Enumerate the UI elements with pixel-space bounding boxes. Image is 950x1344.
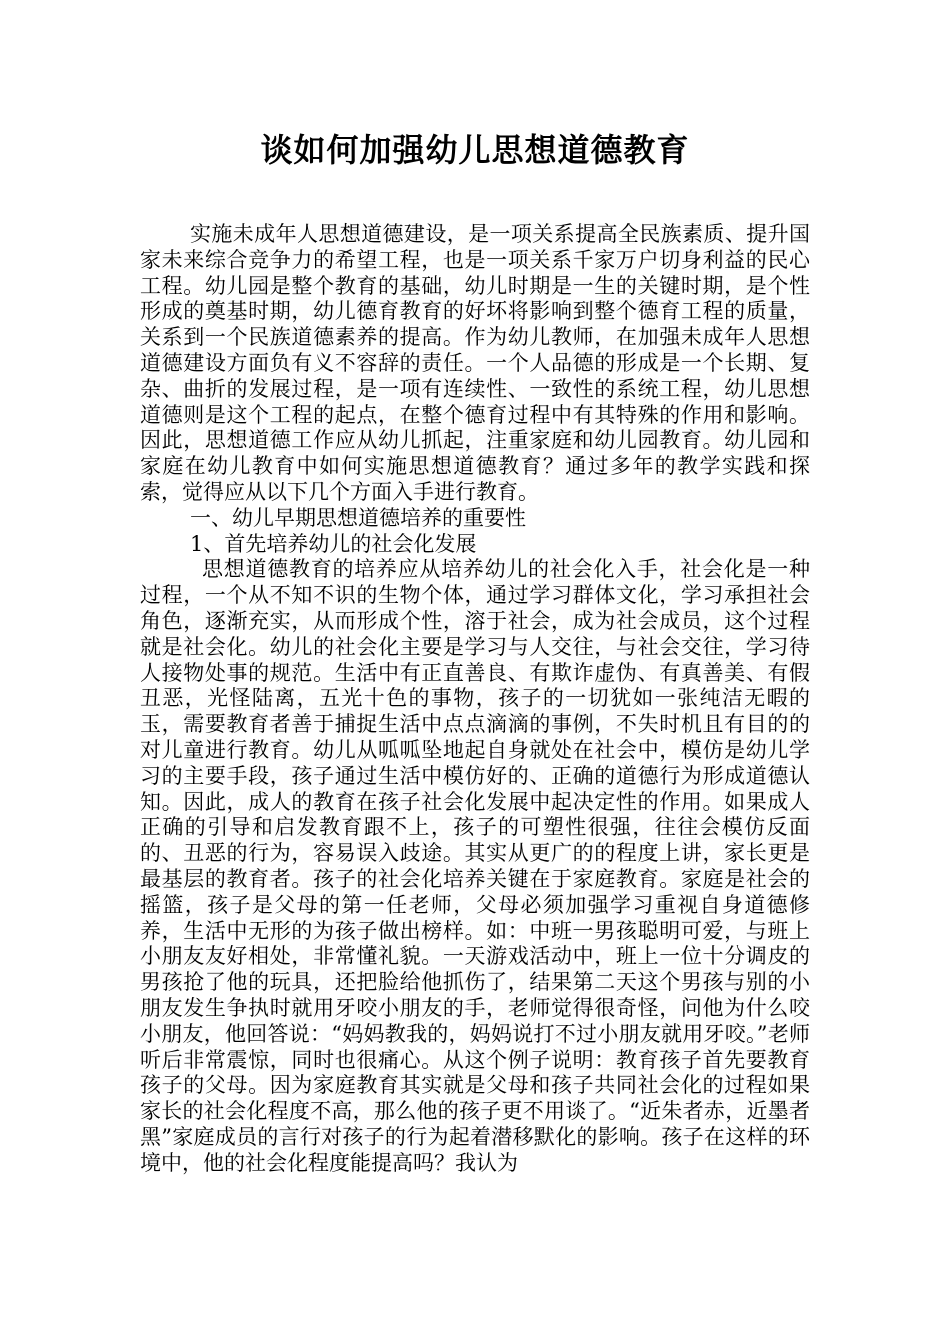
- paragraph-intro: 实施未成年人思想道德建设，是一项关系提高全民族素质、提升国家未来综合竞争力的希望工程，也是一项关系千家万户切身利益的民心工程。幼儿园是整个教育的基础，幼儿时期是一生的关键时期，是个性形成的奠基时期，幼儿德育教育的好坏将影响到整个德育工程的质量，关系到一个民族道德素养的提高。作为幼儿教师，在加强未成年人思想道德建设方面负有义不容辞的责任。一个人品德的形成是一个长期、复杂、曲折的发展过程，是一项有连续性、一致性的系统工程，幼儿思想道德则是这个工程的起点，在整个德育过程中有其特殊的作用和影响。因此，思想道德工作应从幼儿抓起，注重家庭和幼儿园教育。幼儿园和家庭在幼儿教育中如何实施思想道德教育？通过多年的教学实践和探索，觉得应从以下几个方面入手进行教育。: [140, 222, 810, 504]
- section-heading-1: 一、幼儿早期思想道德培养的重要性: [190, 505, 526, 530]
- document-body: [140, 222, 810, 1176]
- document-title: 谈如何加强幼儿思想道德教育: [260, 131, 690, 169]
- subsection-heading-1: 1、首先培养幼儿的社会化发展: [190, 531, 477, 556]
- paragraph-socialization: 思想道德教育的培养应从培养幼儿的社会化入手，社会化是一种过程，一个从不知不识的生物个体，通过学习群体文化，学习承担社会角色，逐渐充实，从而形成个性，溶于社会，成为社会成员，这个过程就是社会化。幼儿的社会化主要是学习与人交往，与社会交往，学习待人接物处事的规范。生活中有正直善良、有欺诈虚伪、有真善美、有假丑恶，光怪陆离，五光十色的事物，孩子的一切犹如一张纯洁无暇的玉，需要教育者善于捕捉生活中点点滴滴的事例，不失时机且有目的的对儿童进行教育。幼儿从呱呱坠地起自身就处在社会中，模仿是幼儿学习的主要手段，孩子通过生活中模仿好的、正确的道德行为形成道德认知。因此，成人的教育在孩子社会化发展中起决定性的作用。如果成人正确的引导和启发教育跟不上，孩子的可塑性很强，往往会模仿反面的、丑恶的行为，容易误入歧途。其实从更广的的程度上讲，家长更是最基层的教育者。孩子的社会化培养关键在于家庭教育。家庭是社会的摇篮，孩子是父母的第一任老师，父母必须加强学习重视自身道德修养，生活中无形的为孩子做出榜样。如：中班一男孩聪明可爱，与班上小朋友友好相处，非常懂礼貌。一天游戏活动中，班上一位十分调皮的男孩抢了他的玩具，还把脸给他抓伤了，结果第二天这个男孩与别的小朋友发生争执时就用牙咬小朋友的手，老师觉得很奇怪，问他为什么咬小朋友，他回答说：“妈妈教我的，妈妈说打不过小朋友就用牙咬。”老师听后非常震惊，同时也很痛心。从这个例子说明：教育孩子首先要教育孩子的父母。因为家庭教育其实就是父母和孩子共同社会化的过程如果家长的社会化程度不高，那么他的孩子更不用谈了。“近朱者赤，近墨者黑”家庭成员的言行对孩子的行为起着潜移默化的影响。孩子在这样的环境中，他的社会化程度能提高吗？我认为: [140, 557, 810, 1175]
